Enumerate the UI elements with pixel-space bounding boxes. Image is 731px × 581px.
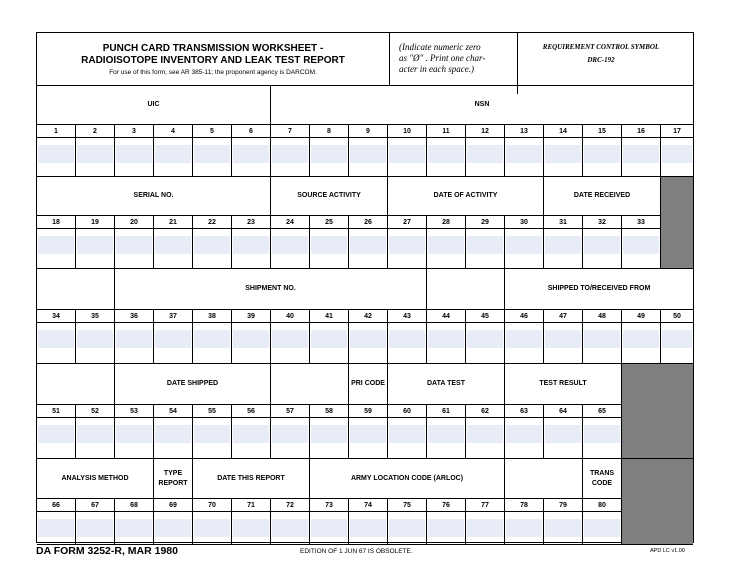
character-box (193, 138, 232, 177)
character-input-42[interactable] (350, 330, 386, 348)
column-number: 19 (76, 216, 115, 229)
shaded-unused-area (622, 364, 693, 459)
column-number: 34 (37, 310, 76, 323)
column-number: 65 (583, 405, 622, 418)
character-input-43[interactable] (389, 330, 425, 348)
character-box (661, 138, 693, 177)
form-title-line1: PUNCH CARD TRANSMISSION WORKSHEET - (102, 43, 324, 54)
character-input-31[interactable] (545, 236, 581, 254)
character-box (310, 512, 349, 545)
column-number: 27 (388, 216, 427, 229)
character-box (310, 323, 349, 364)
character-box (271, 512, 310, 545)
column-number: 52 (76, 405, 115, 418)
character-input-17[interactable] (662, 145, 692, 163)
character-input-7[interactable] (272, 145, 308, 163)
character-input-11[interactable] (428, 145, 464, 163)
character-input-22[interactable] (194, 236, 230, 254)
column-number: 11 (427, 125, 466, 138)
note-line1: (Indicate numeric zero (399, 42, 481, 52)
section-label: DATE OF ACTIVITY (388, 177, 544, 216)
character-input-62[interactable] (467, 425, 503, 443)
character-input-55[interactable] (194, 425, 230, 443)
column-number: 20 (115, 216, 154, 229)
character-input-78[interactable] (506, 519, 542, 537)
character-box (466, 323, 505, 364)
character-box (583, 418, 622, 459)
character-box (193, 418, 232, 459)
character-input-29[interactable] (467, 236, 503, 254)
character-box (622, 138, 661, 177)
character-input-26[interactable] (350, 236, 386, 254)
character-input-57[interactable] (272, 425, 308, 443)
section-label: SERIAL NO. (37, 177, 271, 216)
character-input-65[interactable] (584, 425, 620, 443)
column-number: 24 (271, 216, 310, 229)
column-number: 51 (37, 405, 76, 418)
column-number: 25 (310, 216, 349, 229)
column-number: 53 (115, 405, 154, 418)
character-box (76, 512, 115, 545)
character-input-68[interactable] (116, 519, 152, 537)
character-box (232, 138, 271, 177)
character-box (466, 418, 505, 459)
character-input-80[interactable] (584, 519, 620, 537)
character-box (271, 229, 310, 269)
section-5 (37, 459, 695, 545)
column-number: 16 (622, 125, 661, 138)
character-box (37, 512, 76, 545)
column-number: 4 (154, 125, 193, 138)
column-number: 40 (271, 310, 310, 323)
column-number: 42 (349, 310, 388, 323)
character-input-59[interactable] (350, 425, 386, 443)
character-box (193, 229, 232, 269)
character-input-64[interactable] (545, 425, 581, 443)
character-input-28[interactable] (428, 236, 464, 254)
column-number: 48 (583, 310, 622, 323)
column-number: 55 (193, 405, 232, 418)
section-label: TEST RESULT (505, 364, 622, 405)
note-line3: acter in each space.) (399, 64, 474, 74)
section-label: ARMY LOCATION CODE (ARLOC) (310, 459, 505, 499)
character-input-13[interactable] (506, 145, 542, 163)
column-number: 1 (37, 125, 76, 138)
character-input-47[interactable] (545, 330, 581, 348)
column-number: 28 (427, 216, 466, 229)
character-input-32[interactable] (584, 236, 620, 254)
character-input-54[interactable] (155, 425, 191, 443)
rcs-label: REQUIREMENT CONTROL SYMBOL (542, 43, 660, 51)
character-input-40[interactable] (272, 330, 308, 348)
column-number: 30 (505, 216, 544, 229)
section-3 (37, 269, 695, 364)
character-box (232, 418, 271, 459)
column-number: 79 (544, 499, 583, 512)
character-box (154, 418, 193, 459)
character-box (505, 229, 544, 269)
character-box (505, 138, 544, 177)
column-number: 31 (544, 216, 583, 229)
character-input-44[interactable] (428, 330, 464, 348)
column-number: 74 (349, 499, 388, 512)
character-box (310, 138, 349, 177)
column-number: 26 (349, 216, 388, 229)
character-input-79[interactable] (545, 519, 581, 537)
column-number: 50 (661, 310, 693, 323)
column-number: 56 (232, 405, 271, 418)
column-number: 32 (583, 216, 622, 229)
column-number: 9 (349, 125, 388, 138)
character-input-14[interactable] (545, 145, 581, 163)
character-input-8[interactable] (311, 145, 347, 163)
character-box (388, 418, 427, 459)
character-input-60[interactable] (389, 425, 425, 443)
character-input-52[interactable] (77, 425, 113, 443)
character-input-3[interactable] (116, 145, 152, 163)
column-number: 10 (388, 125, 427, 138)
character-box (37, 229, 76, 269)
title-block (37, 33, 390, 85)
character-input-6[interactable] (233, 145, 269, 163)
character-input-18[interactable] (38, 236, 74, 254)
character-box (349, 323, 388, 364)
character-box (544, 512, 583, 545)
column-number: 21 (154, 216, 193, 229)
column-number: 29 (466, 216, 505, 229)
character-box (505, 418, 544, 459)
column-number: 61 (427, 405, 466, 418)
character-box (37, 138, 76, 177)
form-subtitle: For use of this form, see AR 385-11; the proponent agency is DARCOM. (109, 69, 317, 76)
rcs-value: DRC-192 (587, 56, 615, 64)
column-number: 6 (232, 125, 271, 138)
character-input-69[interactable] (155, 519, 191, 537)
column-number: 76 (427, 499, 466, 512)
character-box (154, 138, 193, 177)
character-input-23[interactable] (233, 236, 269, 254)
character-box (154, 229, 193, 269)
section-label: DATE RECEIVED (544, 177, 661, 216)
character-box (37, 418, 76, 459)
column-number: 78 (505, 499, 544, 512)
character-box (505, 323, 544, 364)
column-number: 35 (76, 310, 115, 323)
column-number: 7 (271, 125, 310, 138)
character-input-5[interactable] (194, 145, 230, 163)
character-box (115, 418, 154, 459)
character-box (388, 323, 427, 364)
character-box (115, 512, 154, 545)
character-input-45[interactable] (467, 330, 503, 348)
character-input-39[interactable] (233, 330, 269, 348)
character-input-66[interactable] (38, 519, 74, 537)
character-input-50[interactable] (662, 330, 692, 348)
column-number: 12 (466, 125, 505, 138)
character-input-25[interactable] (311, 236, 347, 254)
column-number: 77 (466, 499, 505, 512)
character-input-36[interactable] (116, 330, 152, 348)
column-number: 58 (310, 405, 349, 418)
section-4 (37, 364, 695, 459)
character-box (76, 138, 115, 177)
character-box (427, 138, 466, 177)
character-box (115, 138, 154, 177)
character-box (544, 229, 583, 269)
character-input-76[interactable] (428, 519, 464, 537)
character-box (232, 323, 271, 364)
column-number: 60 (388, 405, 427, 418)
character-input-20[interactable] (116, 236, 152, 254)
section-label: UIC (37, 85, 271, 125)
column-number: 18 (37, 216, 76, 229)
column-number: 71 (232, 499, 271, 512)
column-number: 46 (505, 310, 544, 323)
column-number: 3 (115, 125, 154, 138)
column-number: 45 (466, 310, 505, 323)
character-input-9[interactable] (350, 145, 386, 163)
character-box (583, 512, 622, 545)
section-label: SOURCE ACTIVITY (271, 177, 388, 216)
character-box (466, 229, 505, 269)
character-input-51[interactable] (38, 425, 74, 443)
column-number: 67 (76, 499, 115, 512)
character-box (544, 138, 583, 177)
character-box (310, 229, 349, 269)
character-box (466, 138, 505, 177)
column-number: 70 (193, 499, 232, 512)
character-input-53[interactable] (116, 425, 152, 443)
character-box (661, 323, 693, 364)
character-input-24[interactable] (272, 236, 308, 254)
character-box (388, 229, 427, 269)
column-number: 47 (544, 310, 583, 323)
character-box (505, 512, 544, 545)
column-number: 37 (154, 310, 193, 323)
character-box (349, 418, 388, 459)
column-number: 69 (154, 499, 193, 512)
character-box (271, 323, 310, 364)
column-number: 43 (388, 310, 427, 323)
character-box (427, 418, 466, 459)
character-box (583, 229, 622, 269)
section-label: TYPE REPORT (154, 459, 193, 499)
character-box (349, 512, 388, 545)
character-box (154, 323, 193, 364)
column-number: 54 (154, 405, 193, 418)
character-box (349, 138, 388, 177)
character-box (622, 229, 661, 269)
character-input-38[interactable] (194, 330, 230, 348)
column-number: 36 (115, 310, 154, 323)
column-number: 17 (661, 125, 693, 138)
column-number: 63 (505, 405, 544, 418)
column-number: 23 (232, 216, 271, 229)
character-input-37[interactable] (155, 330, 191, 348)
column-number: 66 (37, 499, 76, 512)
character-input-35[interactable] (77, 330, 113, 348)
character-input-73[interactable] (311, 519, 347, 537)
character-input-1[interactable] (38, 145, 74, 163)
column-number: 72 (271, 499, 310, 512)
character-input-71[interactable] (233, 519, 269, 537)
character-box (583, 138, 622, 177)
character-box (232, 229, 271, 269)
character-input-77[interactable] (467, 519, 503, 537)
character-input-41[interactable] (311, 330, 347, 348)
character-input-46[interactable] (506, 330, 542, 348)
column-number: 33 (622, 216, 661, 229)
character-input-70[interactable] (194, 519, 230, 537)
section-label: TRANS CODE (583, 459, 622, 499)
column-number: 39 (232, 310, 271, 323)
character-input-10[interactable] (389, 145, 425, 163)
character-box (622, 323, 661, 364)
character-box (388, 512, 427, 545)
column-number: 38 (193, 310, 232, 323)
rcs-block (507, 33, 695, 85)
character-box (583, 323, 622, 364)
character-input-58[interactable] (311, 425, 347, 443)
form-id: DA FORM 3252-R, MAR 1980 (36, 545, 178, 557)
character-input-27[interactable] (389, 236, 425, 254)
character-box (154, 512, 193, 545)
character-box (466, 512, 505, 545)
column-number: 41 (310, 310, 349, 323)
section-label-blank (505, 459, 583, 499)
column-number: 80 (583, 499, 622, 512)
column-number: 5 (193, 125, 232, 138)
column-number: 49 (622, 310, 661, 323)
column-number: 68 (115, 499, 154, 512)
column-number: 64 (544, 405, 583, 418)
section-label: SHIPMENT NO. (115, 269, 427, 310)
character-input-30[interactable] (506, 236, 542, 254)
character-input-33[interactable] (623, 236, 659, 254)
character-box (427, 229, 466, 269)
character-input-4[interactable] (155, 145, 191, 163)
character-input-15[interactable] (584, 145, 620, 163)
character-box (427, 323, 466, 364)
shaded-unused-area (661, 177, 693, 269)
character-input-56[interactable] (233, 425, 269, 443)
column-number: 57 (271, 405, 310, 418)
section-label-blank (427, 269, 505, 310)
character-box (115, 323, 154, 364)
section-label-blank (37, 364, 115, 405)
section-label-blank (37, 269, 115, 310)
character-box (271, 418, 310, 459)
character-box (37, 323, 76, 364)
section-1 (37, 85, 695, 177)
character-box (76, 323, 115, 364)
character-input-12[interactable] (467, 145, 503, 163)
edition-note: EDITION OF 1 JUN 67 IS OBSOLETE. (300, 548, 413, 555)
section-label: SHIPPED TO/RECEIVED FROM (505, 269, 693, 310)
section-label-blank (271, 364, 349, 405)
section-label: DATA TEST (388, 364, 505, 405)
character-input-75[interactable] (389, 519, 425, 537)
character-input-61[interactable] (428, 425, 464, 443)
character-input-2[interactable] (77, 145, 113, 163)
section-label: PRI CODE (349, 364, 388, 405)
column-number: 13 (505, 125, 544, 138)
column-number: 15 (583, 125, 622, 138)
note-line2: as "Ø" . Print one char- (399, 53, 486, 63)
character-input-63[interactable] (506, 425, 542, 443)
character-box (193, 323, 232, 364)
column-number: 73 (310, 499, 349, 512)
character-box (310, 418, 349, 459)
character-input-74[interactable] (350, 519, 386, 537)
punch-card-form (36, 32, 694, 543)
character-box (427, 512, 466, 545)
character-box (544, 418, 583, 459)
character-box (388, 138, 427, 177)
character-input-34[interactable] (38, 330, 74, 348)
version-label: APD LC v1.00 (650, 548, 685, 554)
column-number: 22 (193, 216, 232, 229)
character-input-72[interactable] (272, 519, 308, 537)
shaded-unused-area (622, 459, 693, 545)
character-input-48[interactable] (584, 330, 620, 348)
column-number: 14 (544, 125, 583, 138)
form-title-line2: RADIOISOTOPE INVENTORY AND LEAK TEST REPORT (81, 55, 345, 66)
column-number: 44 (427, 310, 466, 323)
character-box (232, 512, 271, 545)
character-input-67[interactable] (77, 519, 113, 537)
character-box (76, 229, 115, 269)
character-input-19[interactable] (77, 236, 113, 254)
section-label: DATE THIS REPORT (193, 459, 310, 499)
character-box (349, 229, 388, 269)
column-number: 62 (466, 405, 505, 418)
column-number: 8 (310, 125, 349, 138)
character-input-16[interactable] (623, 145, 659, 163)
character-box (544, 323, 583, 364)
character-box (76, 418, 115, 459)
column-number: 59 (349, 405, 388, 418)
column-number: 75 (388, 499, 427, 512)
section-label: DATE SHIPPED (115, 364, 271, 405)
character-box (193, 512, 232, 545)
character-box (115, 229, 154, 269)
character-input-49[interactable] (623, 330, 659, 348)
form-header (37, 33, 693, 86)
section-label: NSN (271, 85, 693, 125)
character-input-21[interactable] (155, 236, 191, 254)
section-label: ANALYSIS METHOD (37, 459, 154, 499)
character-box (271, 138, 310, 177)
section-2 (37, 177, 695, 269)
column-number: 2 (76, 125, 115, 138)
